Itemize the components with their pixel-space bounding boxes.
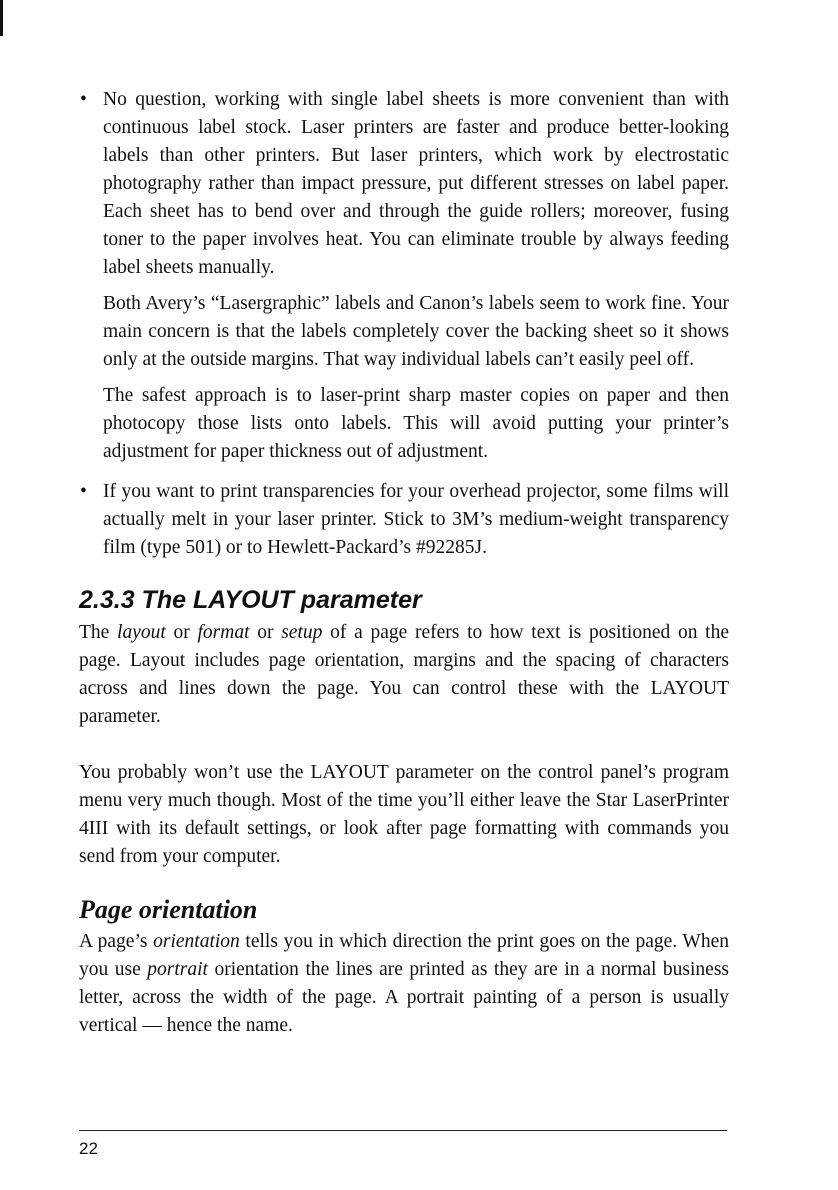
page-number: 22: [79, 1139, 98, 1158]
section-heading: 2.3.3 The LAYOUT parameter: [79, 586, 422, 614]
section-paragraph: The layout or format or setup of a page refers to how text is positioned on the page. Layout includes page orientation, margins and the spacing of characters across and lines down the page. You can control these with the LAYOUT parameter.: [79, 622, 730, 727]
term-orientation: orientation: [153, 931, 240, 952]
term-layout: layout: [117, 622, 166, 643]
paragraph-spacer: [79, 731, 729, 759]
term-format: format: [197, 622, 250, 643]
bullet-paragraph: Both Avery’s “Lasergraphic” labels and Canon’s labels seem to work fine. Your main concern is that the labels completely cover the backing sheet so it shows only at the outside margins. That way individual labels can’t easily peel off.: [103, 293, 729, 370]
footer-rule: [79, 1130, 727, 1131]
bullet-paragraph: If you want to print transparencies for your overhead projector, some films will actually melt in your laser printer. Stick to 3M’s medium-weight transparency film (type 501) or to Hewlett-Packard’s #92285J.: [103, 481, 729, 558]
term-setup: setup: [281, 622, 323, 643]
margin-mark: [0, 0, 3, 36]
subsection-heading: Page orientation: [79, 895, 258, 924]
bullet-paragraph: No question, working with single label sheets is more convenient than with continuous label stock. Laser printers are faster and produce better-looking labels than other printers. But laser printers, which work by electrostatic photography rather than impact pressure, put different stresses on label paper. Each sheet has to bend over and through the guide rollers; moreover, fusing toner to the paper involves heat. You can eliminate trouble by always feeding label sheets manually.: [103, 89, 729, 278]
section-paragraph: You probably won’t use the LAYOUT parameter on the control panel’s program menu very much though. Most of the time you’ll either leave the Star LaserPrinter 4III with its default settings, or look after page formatting with commands you send from your computer.: [79, 762, 729, 867]
subsection-paragraph: A page’s orientation tells you in which direction the print goes on the page. When you use portrait orientation the lines are printed as they are in a normal business letter, across the width of the page. A portrait painting of a person is usually vertical — hence the name.: [79, 931, 729, 1036]
bullet-paragraph: The safest approach is to laser-print sharp master copies on paper and then photocopy those lists onto labels. This will avoid putting your printer’s adjustment for paper thickness out of adjustment.: [103, 385, 729, 462]
bullet-item-labels: [79, 86, 729, 466]
bullet-icon: •: [80, 89, 87, 110]
term-portrait: portrait: [147, 959, 208, 980]
bullet-icon: •: [80, 481, 87, 502]
page-content: [79, 86, 729, 1040]
bullet-item-transparencies: [79, 478, 729, 562]
